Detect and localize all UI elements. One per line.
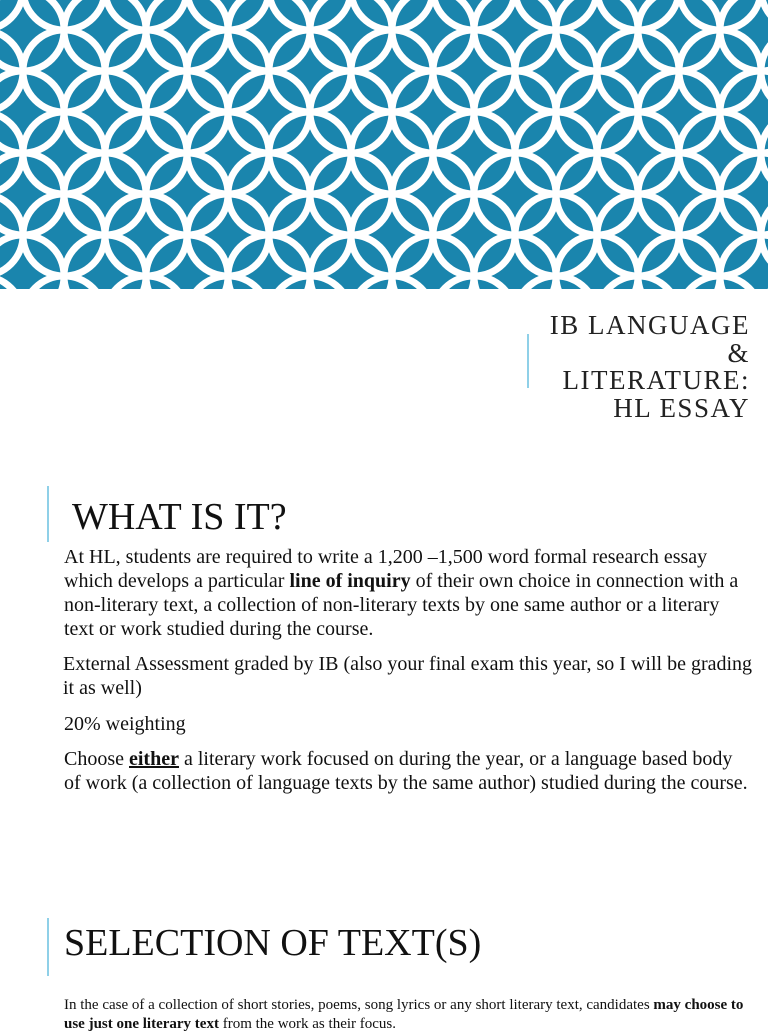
- section1-paragraph-4: [64, 747, 754, 795]
- section1-p4-text-a: Choose: [64, 748, 129, 770]
- section2-p1-bold: may choose to use just one literary text: [64, 997, 744, 1032]
- section1-p1-text-b: of their own choice in connection with a non-literary text, a collection of non-literary texts by one same author or a literary text or work studied during the course.: [64, 570, 739, 640]
- section2-paragraph-1: [64, 996, 754, 1034]
- section2-heading: SELECTION OF TEXT(S): [64, 922, 482, 964]
- slide-title-line-1: IB LANGUAGE: [549, 310, 750, 340]
- section1-paragraph-3: 20% weighting: [64, 713, 186, 735]
- section1-heading: WHAT IS IT?: [72, 496, 287, 538]
- slide-title: [550, 312, 750, 422]
- section1-p1-bold: line of inquiry: [289, 570, 411, 592]
- slide-title-line-3: LITERATURE:: [562, 365, 750, 395]
- section2-p1-text-a: In the case of a collection of short stories, poems, song lyrics or any short literary text, candidates: [64, 997, 654, 1013]
- hero-pattern-banner: [0, 0, 768, 289]
- slide-title-line-4: HL ESSAY: [613, 392, 750, 423]
- section1-paragraph-1: [64, 545, 754, 641]
- section1-p1-text-a: At HL, students are required to write a 1,200 –1,500 word formal research essay which develops a particular: [64, 546, 708, 592]
- section1-accent-bar: [47, 486, 49, 542]
- section2-p1-text-b: from the work as their focus.: [218, 1016, 397, 1032]
- title-accent-bar: [527, 334, 529, 388]
- section1-p4-text-b: a literary work focused on during the year, or a language based body of work (a collection of language texts by the same author) studied during the course.: [64, 748, 748, 794]
- section1-paragraph-2: External Assessment graded by IB (also your final exam this year, so I will be grading it as well): [63, 653, 753, 699]
- section1-p4-emphasis: either: [129, 748, 179, 770]
- hero-ring-pattern: [0, 0, 768, 289]
- section2-accent-bar: [47, 918, 49, 976]
- slide-title-line-2: &: [727, 337, 750, 368]
